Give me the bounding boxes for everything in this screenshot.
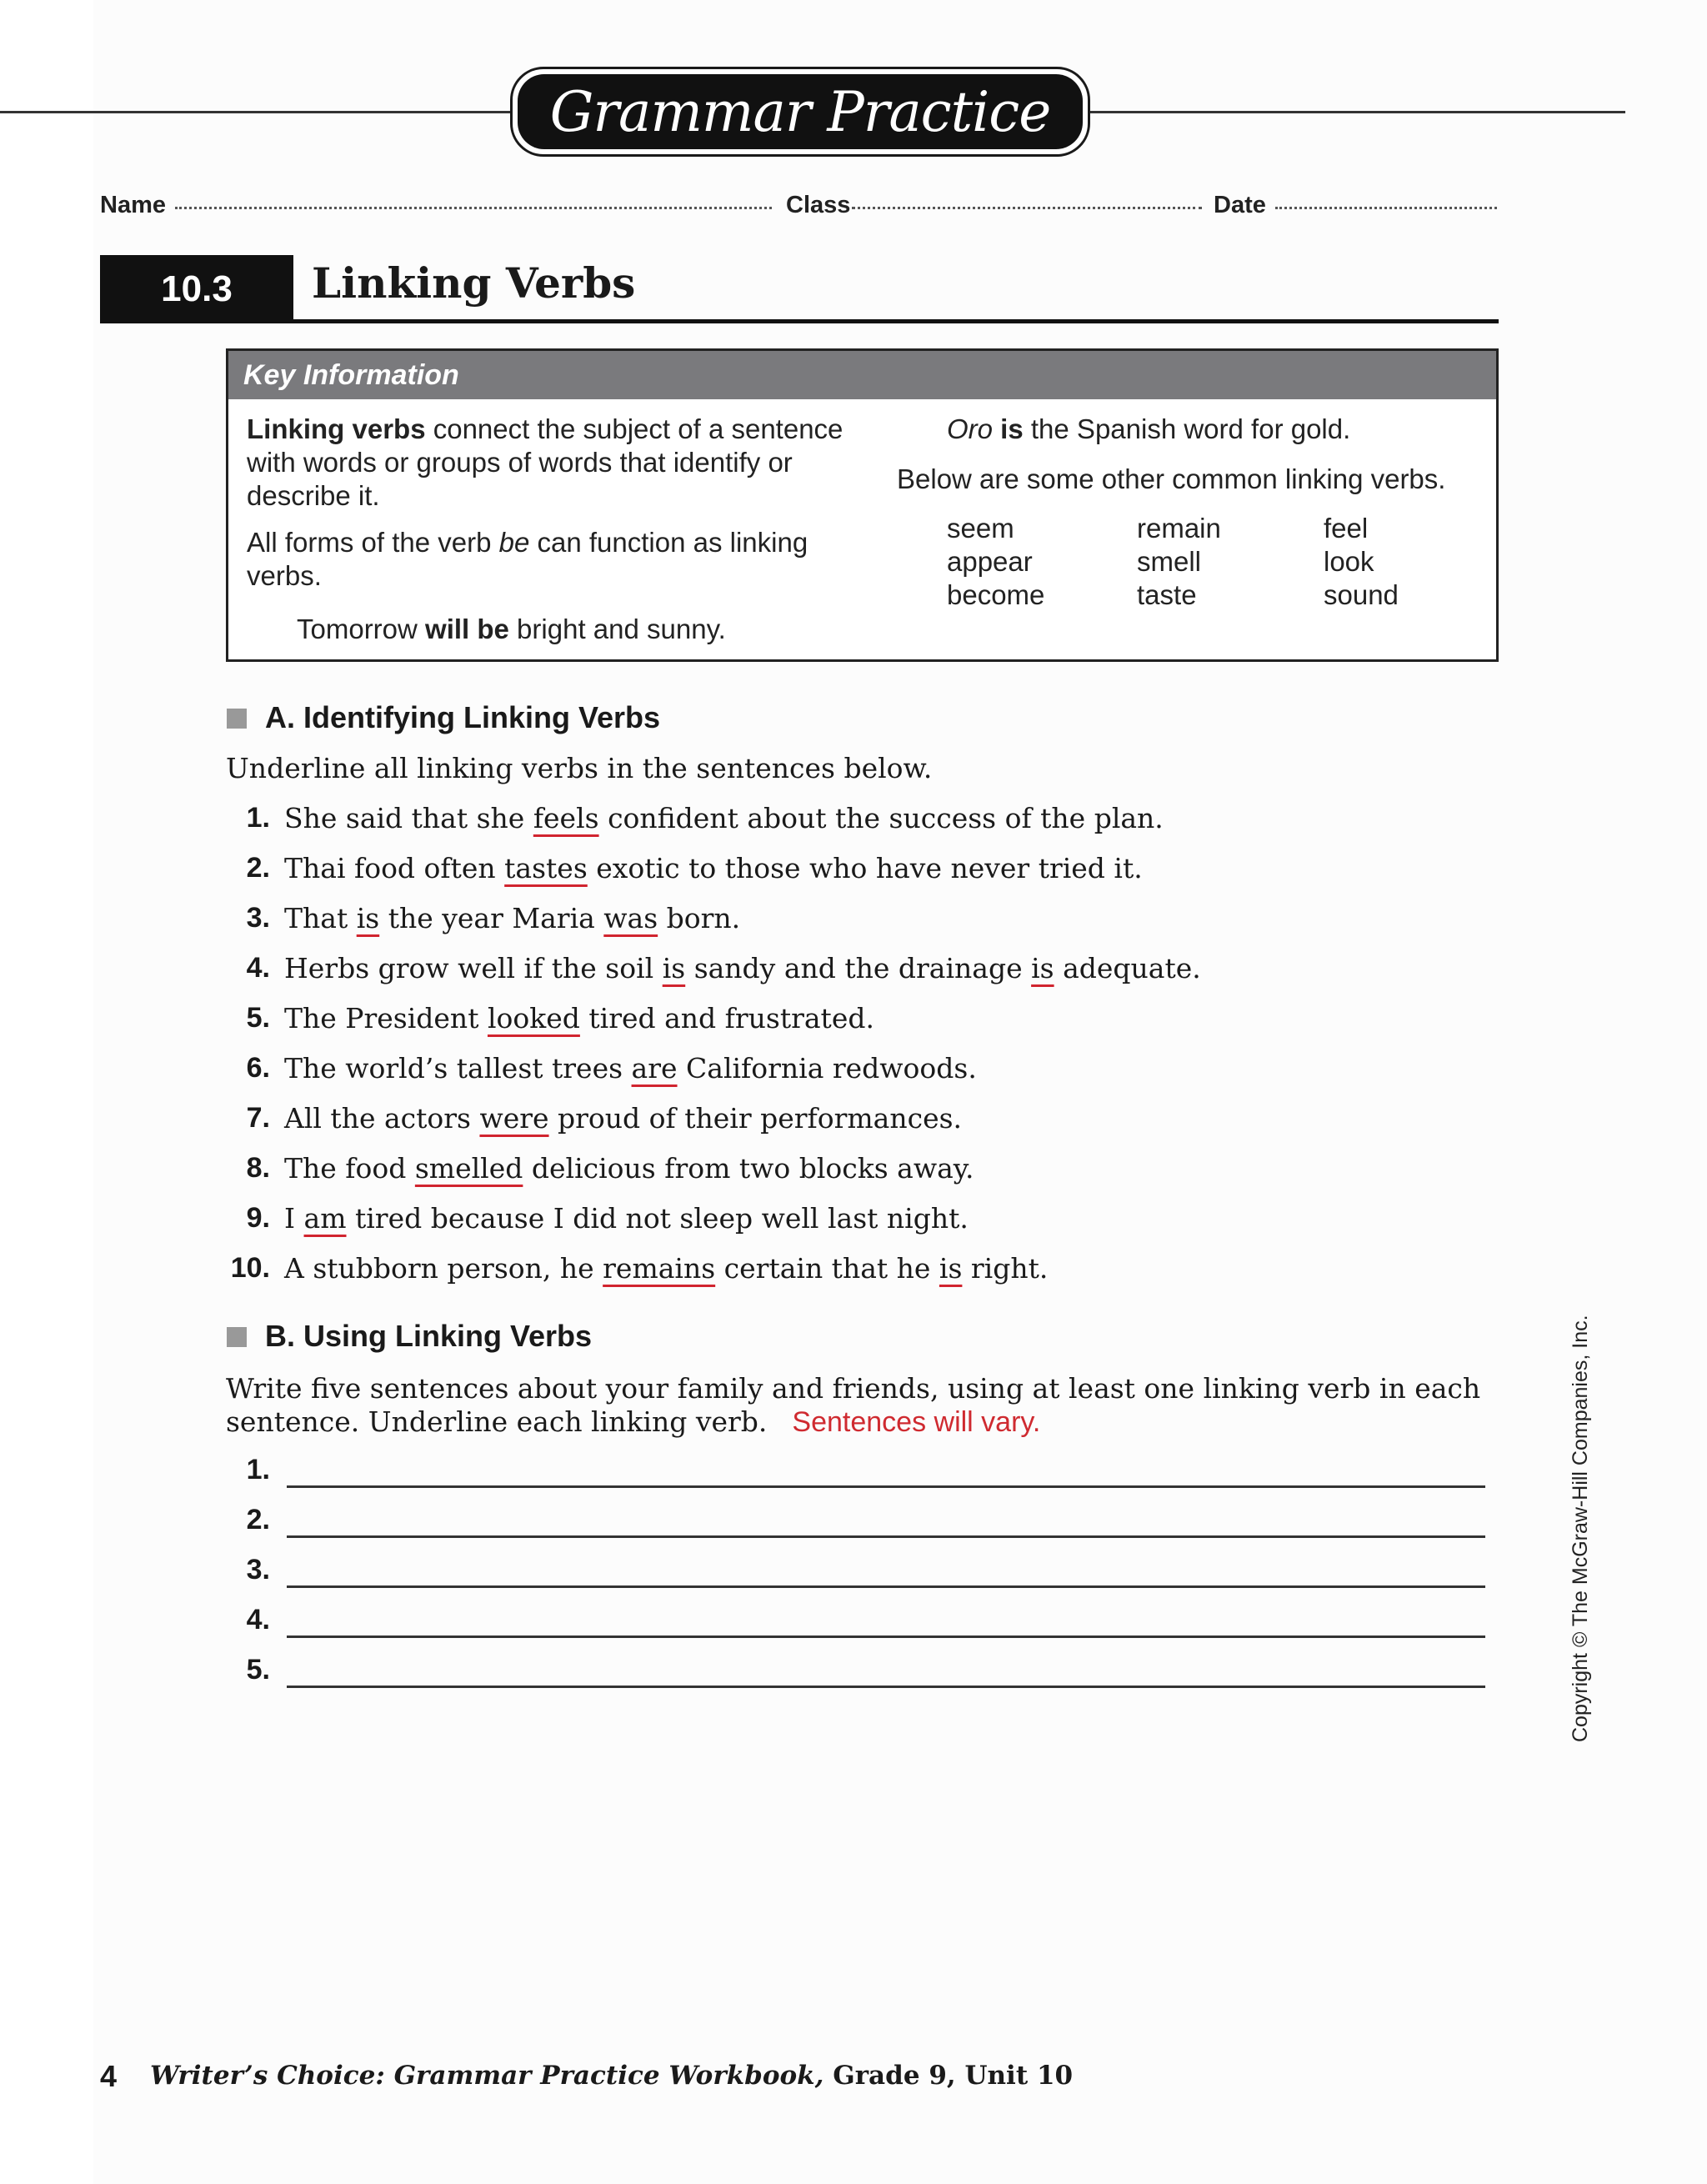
sentence-text: exotic to those who have never tried it. [587,852,1143,884]
name-label: Name [100,192,166,218]
example1-pre: Tomorrow [297,614,426,644]
sentence-text: right. [962,1252,1049,1285]
verb-feel: feel [1324,513,1369,543]
verb-look: look [1324,546,1374,577]
part-b-title: B. Using Linking Verbs [265,1319,593,1353]
linking-verb: are [631,1052,678,1084]
key-p2-italic: be [498,527,530,558]
linking-verb: was [603,902,658,934]
sentence-number: 5. [246,1002,270,1034]
verb-taste: taste [1137,579,1197,610]
sentence [284,1152,974,1185]
sentence-text: She said that she [284,802,533,834]
sentence-text: adequate. [1054,952,1201,984]
answer-line[interactable] [287,1686,1485,1688]
key-term: Linking verbs [247,413,426,444]
part-b-instruction-line2: sentence. Underline each linking verb. [226,1405,768,1438]
answer-line-number: 3. [246,1554,270,1585]
section-rule [293,319,1499,323]
sentence-number: 8. [246,1152,270,1184]
linking-verb: is [1031,952,1054,984]
answer-line[interactable] [287,1485,1485,1488]
sentence-text: A stubborn person, he [284,1252,603,1285]
sentence [284,1052,977,1084]
answer-line[interactable] [287,1585,1485,1588]
example2-bold: is [993,413,1024,444]
footer-page-number: 4 [100,2059,118,2093]
sentence-text: Herbs grow well if the soil [284,952,663,984]
sentence-text: the year Maria [379,902,604,934]
verb-become: become [947,579,1045,610]
answer-line-number: 4. [246,1604,270,1635]
side-copyright: Copyright © The McGraw-Hill Companies, Inc. [1569,1315,1592,1742]
sentence-text: sandy and the drainage [685,952,1032,984]
part-a-bullet [227,709,247,729]
section-number: 10.3 [100,255,293,323]
footer-grade-unit: Grade 9, Unit 10 [823,2061,1074,2091]
sentence-number: 3. [246,902,270,934]
sentence-text: delicious from two blocks away. [523,1152,974,1185]
sentence-text: proud of their performances. [548,1102,963,1135]
class-label: Class [786,192,851,218]
answer-line-number: 1. [246,1454,270,1485]
banner-title: Grammar Practice [518,74,1083,149]
sentence [284,1002,874,1034]
answer-note: Sentences will vary. [792,1406,1041,1438]
sentence [284,852,1143,884]
sentence-number: 10. [230,1252,270,1284]
footer-book-title: Writer’s Choice: Grammar Practice Workbook, [150,2061,824,2091]
key-information-box [226,348,1499,662]
answer-line-number: 2. [246,1504,270,1535]
linking-verb: is [356,902,380,934]
footer-book-info [150,2061,1073,2091]
answer-line-number: 5. [246,1654,270,1686]
linking-verb: is [939,1252,963,1285]
part-a-instruction: Underline all linking verbs in the sentences below. [226,752,933,784]
name-field[interactable] [175,207,772,209]
sentence [284,1102,962,1135]
part-a-title: A. Identifying Linking Verbs [265,700,661,734]
sentence-text: tired because I did not sleep well last night. [346,1202,969,1235]
sentence-text: born. [658,902,741,934]
key-p2-line2: verbs. [247,560,322,591]
key-paragraph-1 [247,413,843,513]
key-below-text: Below are some other common linking verbs. [897,463,1446,494]
sentence-number: 9. [246,1202,270,1234]
part-b-instruction [226,1372,1480,1439]
sentence-number: 4. [246,952,270,984]
part-b-bullet [227,1327,247,1347]
example2-post: the Spanish word for gold. [1023,413,1351,444]
linking-verb: tastes [504,852,588,884]
example2-italic: Oro [947,413,994,444]
key-p1-line2: with words or groups of words that identify or [247,447,793,478]
linking-verb: feels [533,802,599,834]
key-p2-pre: All forms of the verb [247,527,499,558]
section-title: Linking Verbs [312,258,636,308]
linking-verb: is [662,952,686,984]
sentence [284,1202,969,1235]
date-field[interactable] [1275,207,1497,209]
verb-smell: smell [1137,546,1202,577]
sentence-number: 2. [246,852,270,884]
sentence-text: The food [284,1152,415,1185]
sentence [284,802,1164,834]
sentence-text: All the actors [284,1102,480,1135]
key-example-1 [297,613,726,646]
key-p1-line1: connect the subject of a sentence [425,413,843,444]
verb-remain: remain [1137,513,1221,543]
verb-appear: appear [947,546,1033,577]
verb-sound: sound [1324,579,1399,610]
key-example-2 [947,413,1350,446]
page-background [93,0,1707,2184]
class-field[interactable] [852,207,1202,209]
key-paragraph-2 [247,526,808,593]
sentence-text: confident about the success of the plan. [598,802,1164,834]
verb-seem: seem [947,513,1014,543]
sentence-text: Thai food often [284,852,505,884]
sentence-text: certain that he [715,1252,939,1285]
sentence [284,952,1201,984]
linking-verb: smelled [414,1152,523,1185]
key-p1-line3: describe it. [247,480,380,511]
sentence-text: That [284,902,357,934]
date-label: Date [1214,192,1266,218]
sentence-text: The President [284,1002,488,1034]
sentence-text: tired and frustrated. [579,1002,874,1034]
linking-verb: remains [603,1252,716,1285]
answer-line[interactable] [287,1535,1485,1538]
sentence [284,1252,1048,1285]
sentence-number: 6. [246,1052,270,1084]
banner [510,67,1090,157]
sentence-number: 1. [246,802,270,834]
answer-line[interactable] [287,1635,1485,1638]
example1-bold: will be [425,614,509,644]
linking-verb: am [303,1202,347,1235]
sentence-text: The world’s tallest trees [284,1052,632,1084]
sentence-text: I [284,1202,304,1235]
example1-post: bright and sunny. [508,614,726,644]
key-p2-post: can function as linking [529,527,808,558]
linking-verb: were [479,1102,549,1135]
linking-verb: looked [487,1002,580,1034]
sentence-text: California redwoods. [677,1052,977,1084]
key-information-heading: Key Information [228,351,1496,399]
sentence-number: 7. [246,1102,270,1134]
sentence [284,902,740,934]
part-b-instruction-line1: Write five sentences about your family and friends, using at least one linking verb in each [226,1372,1481,1405]
